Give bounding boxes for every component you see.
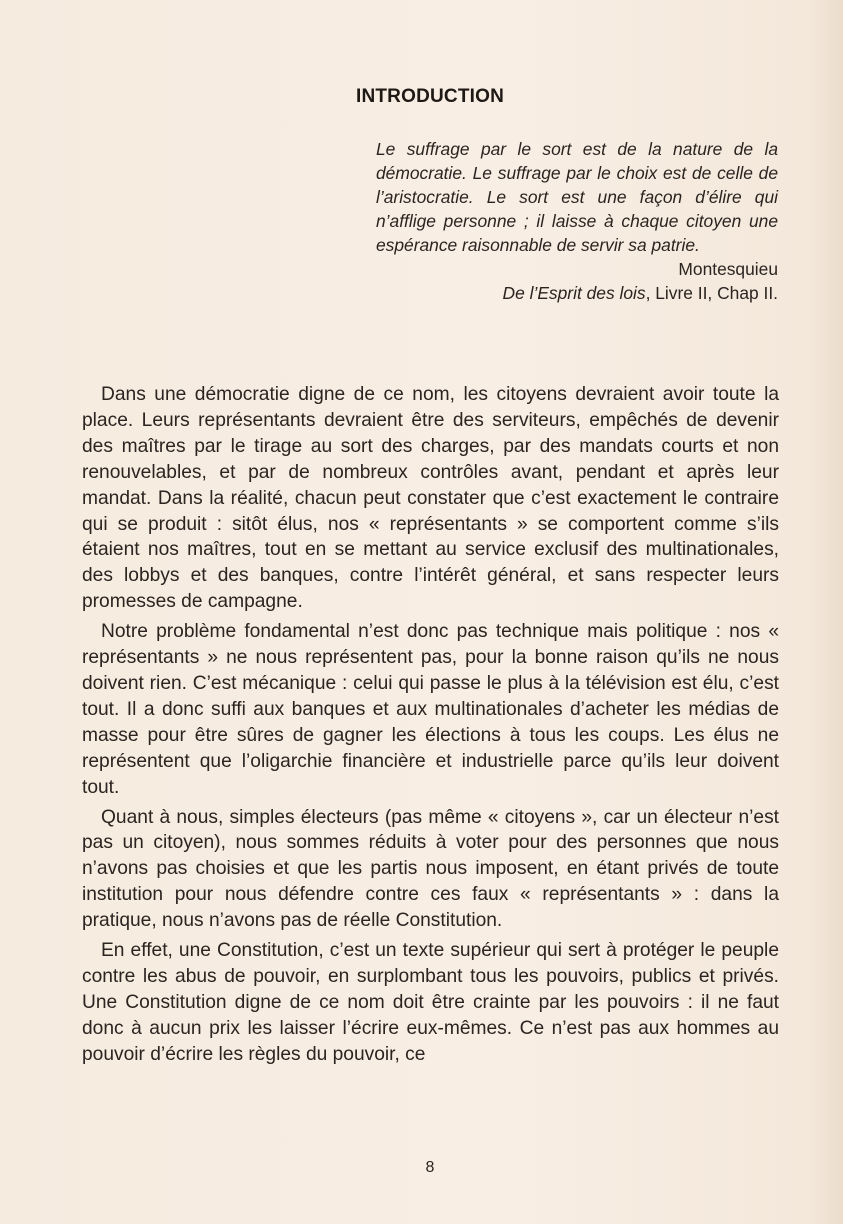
page-number: 8 xyxy=(425,1159,435,1176)
paragraph: Notre problème fondamental n’est donc pas technique mais politique : nos « représentants » ne nous représentent pas, pour la bonne raison qu’ils ne nous doivent rien. C’est mécanique : celui qui passe le plus à la télévision est élu, c’est tout. Il a donc suffi aux banques et aux multinationales d’acheter les médias de masse pour être sûres de gagner les élections à tous les coups. Les élus ne représentent que l’oligarchie financière et industrielle parce qu’ils leur doivent tout. xyxy=(82,621,779,798)
chapter-heading: INTRODUCTION xyxy=(355,86,505,107)
paragraph: Quant à nous, simples électeurs (pas même « citoyens », car un électeur n’est pas un citoyen), nous sommes réduits à voter pour des personnes que nous n’avons pas choisies et que les partis nous imposent, en étant privés de toute institution pour nous défendre contre ces faux « représentants » : dans la pratique, nous n’avons pas de réelle Constitution. xyxy=(82,806,779,932)
body-text xyxy=(82,382,779,1072)
epigraph-source xyxy=(376,281,778,305)
paragraph: Dans une démocratie digne de ce nom, les citoyens devraient avoir toute la place. Leurs représentants devraient être des serviteurs, empêchés de devenir des maîtres par le tirage au sort des charges, par des mandats courts et non renouvelables, et par de nombreux contrôles avant, pendant et après leur mandat. Dans la réalité, chacun peut constater que c’est exactement le contraire qui se produit : sitôt élus, nos « représentants » se comportent comme s’ils étaient nos maîtres, tout en se mettant au service exclusif des multinationales, des lobbys et des banques, contre l’intérêt général, et sans respecter leurs promesses de campagne. xyxy=(82,384,779,613)
epigraph-quote: Le suffrage par le sort est de la nature de la démocratie. Le suffrage par le choix est de celle de l’aristocratie. Le sort est une façon d’élire qui n’afflige personne ; il laisse à chaque citoyen une espérance raisonnable de servir sa patrie. xyxy=(376,139,778,255)
epigraph-author: Montesquieu xyxy=(678,259,778,279)
epigraph-reference: , Livre II, Chap II. xyxy=(645,283,778,303)
epigraph xyxy=(376,137,778,305)
paragraph: En effet, une Constitution, c’est un texte supérieur qui sert à protéger le peuple contre les abus de pouvoir, en surplombant tous les pouvoirs, publics et privés. Une Constitution digne de ce nom doit être crainte par les pouvoirs : il ne faut donc à aucun prix les laisser l’écrire eux-mêmes. Ce n’est pas aux hommes au pouvoir d’écrire les règles du pouvoir, ce xyxy=(82,940,779,1065)
epigraph-work-title: De l’Esprit des lois xyxy=(502,283,646,303)
